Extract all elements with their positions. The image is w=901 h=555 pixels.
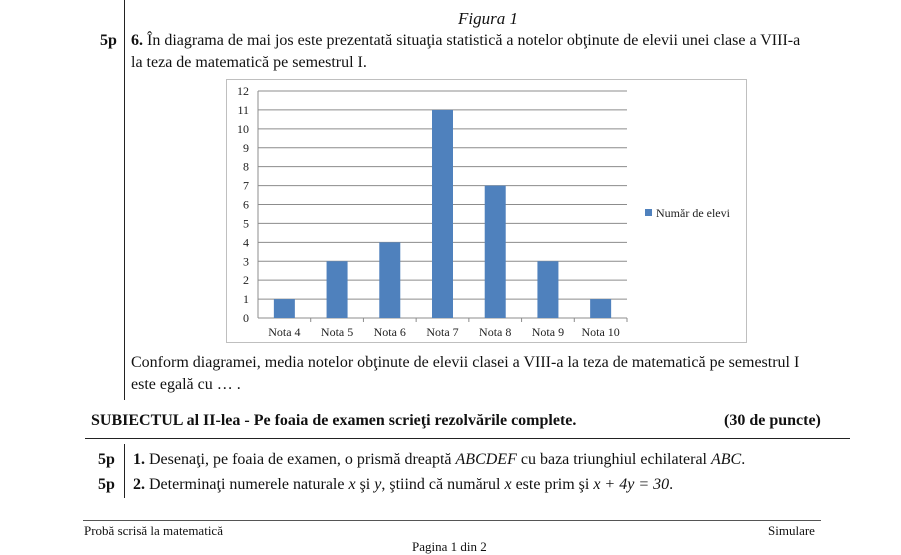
legend-swatch	[645, 209, 652, 216]
problem2-text-a: Determinaţi numerele naturale	[149, 476, 345, 493]
x-tick-label: Nota 6	[373, 325, 406, 339]
x-tick-label: Nota 10	[581, 325, 620, 339]
section2-points: (30 de puncte)	[724, 412, 821, 429]
problem1-points: 5p	[98, 451, 115, 468]
y-tick-label: 11	[237, 102, 249, 117]
problem2-points: 5p	[98, 476, 115, 493]
y-tick-label: 4	[243, 235, 249, 250]
problem1-end: .	[741, 451, 746, 468]
y-tick-label: 12	[237, 84, 249, 98]
margin-line-top	[124, 0, 125, 400]
problem1-text-b: cu baza triunghiul echilateral	[520, 451, 707, 468]
figure-caption: Figura 1	[458, 9, 518, 28]
problem2-number: 2.	[133, 476, 145, 493]
problem2-var-x: x	[348, 476, 356, 493]
y-tick-label: 5	[243, 216, 249, 231]
problem6-question-line1: Conform diagramei, media notelor obţinute de elevii clasei a VIII-a la teza de matematică pe semestrul I	[131, 354, 800, 371]
bar	[485, 186, 506, 318]
y-tick-label: 2	[243, 273, 249, 288]
problem2-var-x2: x	[504, 476, 512, 493]
y-tick-label: 6	[243, 197, 249, 212]
problem6-line1	[131, 32, 800, 50]
problem6-points: 5p	[100, 32, 117, 49]
section2-title: SUBIECTUL al II-lea - Pe foaia de examen scrieţi rezolvările complete.	[91, 412, 577, 429]
problem2-and: şi	[359, 476, 371, 493]
bar	[327, 261, 348, 318]
problem1-number: 1.	[133, 451, 145, 468]
problem6-question-line2: este egală cu … .	[131, 376, 241, 393]
problem6-text-line1: În diagrama de mai jos este prezentată situaţia statistică a notelor obţinute de elevii unei clase a VIII-a	[147, 32, 801, 49]
x-tick-label: Nota 8	[479, 325, 512, 339]
bar	[590, 299, 611, 318]
problem2-equation: x + 4y = 30	[593, 476, 670, 493]
y-tick-label: 3	[243, 254, 249, 269]
footer-left: Probă scrisă la matematică	[84, 523, 223, 538]
bar	[537, 261, 558, 318]
bar	[432, 110, 453, 318]
x-tick-label: Nota 4	[268, 325, 301, 339]
problem6-number: 6.	[131, 32, 143, 49]
problem6-text-line2: la teza de matematică pe semestrul I.	[131, 54, 367, 71]
problem2-text-c: este prim şi	[515, 476, 590, 493]
x-tick-label: Nota 7	[426, 325, 459, 339]
x-tick-label: Nota 9	[531, 325, 565, 339]
problem1-text-a: Desenaţi, pe foaia de examen, o prismă dreaptă	[149, 451, 452, 468]
margin-line-bottom	[124, 444, 125, 498]
y-tick-label: 10	[237, 121, 249, 136]
bar	[379, 242, 400, 318]
problem1-math-b: ABC	[711, 451, 742, 468]
problem1-line	[133, 451, 745, 469]
y-tick-label: 8	[243, 159, 249, 174]
legend-label: Număr de elevi	[656, 206, 730, 220]
footer-rule	[83, 520, 821, 521]
bar-chart-svg	[227, 80, 748, 344]
y-tick-label: 0	[243, 311, 249, 325]
problem2-text-b: , ştiind că numărul	[381, 476, 501, 493]
footer-page: Pagina 1 din 2	[412, 539, 487, 554]
x-tick-label: Nota 5	[320, 325, 354, 339]
problem1-math-a: ABCDEF	[455, 451, 517, 468]
y-tick-label: 7	[243, 178, 249, 193]
footer-right: Simulare	[768, 523, 815, 538]
problem2-end: .	[669, 476, 674, 493]
bar	[274, 299, 295, 318]
problem2-line	[133, 476, 673, 494]
y-tick-label: 1	[243, 292, 249, 307]
y-tick-label: 9	[243, 140, 249, 155]
bar-chart	[226, 79, 747, 343]
section2-rule	[85, 438, 850, 439]
problem2-var-y: y	[374, 476, 382, 493]
